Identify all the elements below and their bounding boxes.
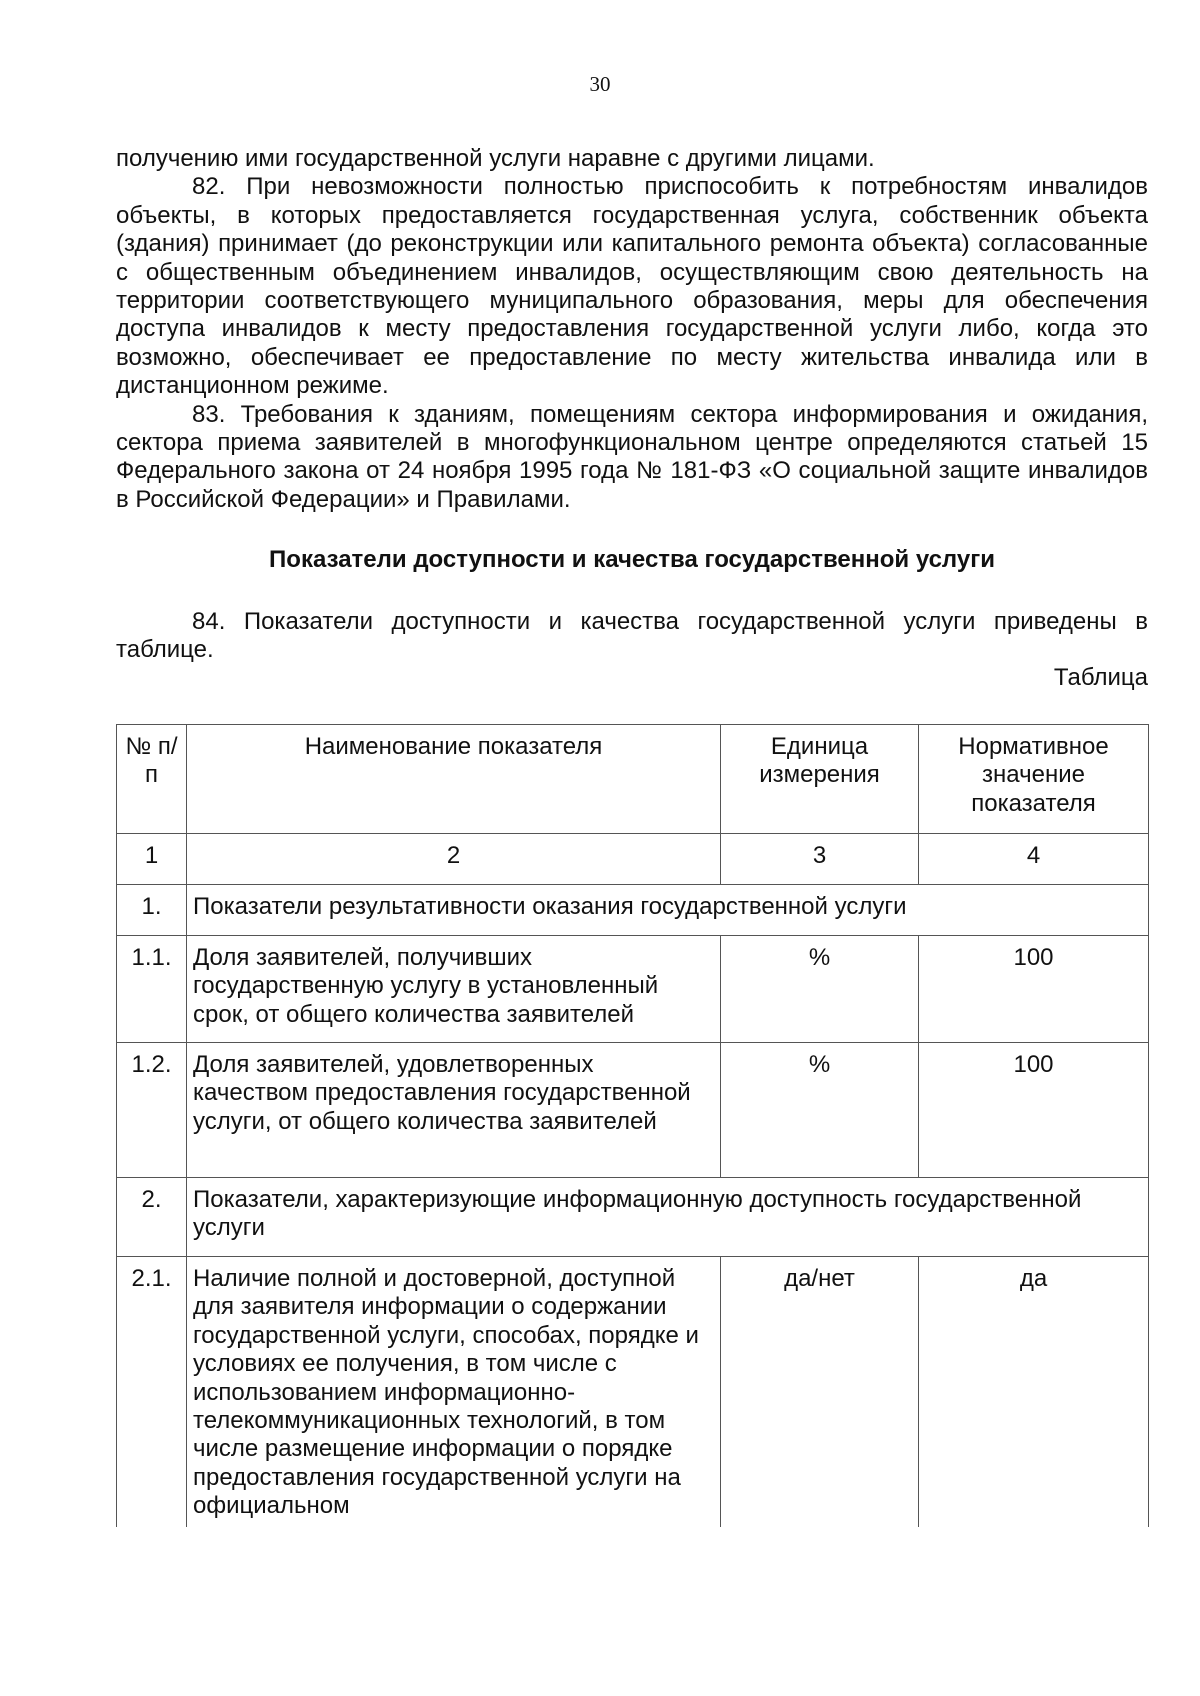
header-unit: Единица измерения xyxy=(721,725,919,834)
paragraph-82: 82. При невозможности полностью приспособить к потребностям инвалидов объекты, в которых предоставляется государственная услуга, собственник объекта (здания) принимает (до реконструкции или капитального ремонта объекта) согласованные с общественным объединением инвалидов, осуществляющим свою деятельность на территории соответствующего муниципального образования, меры для обеспечения доступа инвалидов к месту предоставления государственной услуги либо, когда это возможно, обеспечивает ее предоставление по месту жительства инвалида или в дистанционном режиме. xyxy=(116,173,1148,400)
indicators-table xyxy=(116,724,1149,1527)
table-row xyxy=(117,1178,1149,1257)
table-header-row xyxy=(117,725,1149,834)
column-number-row xyxy=(117,834,1149,885)
row-num: 1.1. xyxy=(117,936,187,1043)
page-number: 30 xyxy=(589,72,611,96)
table-row xyxy=(117,1257,1149,1527)
section-heading: Показатели доступности и качества государственной услуги xyxy=(269,546,995,573)
row-num: 1. xyxy=(117,885,187,936)
row-value: 100 xyxy=(919,936,1149,1043)
paragraph-continuation: получению ими государственной услуги наравне с другими лицами. xyxy=(116,145,875,172)
row-num: 1.2. xyxy=(117,1043,187,1178)
row-value: 100 xyxy=(919,1043,1149,1178)
row-unit: да/нет xyxy=(721,1257,919,1527)
table-row xyxy=(117,1043,1149,1178)
column-number-cell: 4 xyxy=(919,834,1149,885)
row-section-title: Показатели, характеризующие информационную доступность государственной услуги xyxy=(187,1178,1149,1257)
row-name: Доля заявителей, получивших государственную услугу в установленный срок, от общего количества заявителей xyxy=(187,936,721,1043)
row-unit: % xyxy=(721,936,919,1043)
row-name: Наличие полной и достоверной, доступной для заявителя информации о содержании государственной услуги, способах, порядке и условиях ее получения, в том числе с использованием информационно-телекоммуникационных технологий, в том числе размещение информации о порядке предоставления государственной услуги на официальном xyxy=(187,1257,721,1527)
column-number-cell: 3 xyxy=(721,834,919,885)
body-text-top xyxy=(116,145,1148,514)
row-value: да xyxy=(919,1257,1149,1527)
table-label: Таблица xyxy=(1053,664,1148,691)
table-row xyxy=(117,936,1149,1043)
body-text-84 xyxy=(116,608,1148,665)
column-number-cell: 2 xyxy=(187,834,721,885)
paragraph-84: 84. Показатели доступности и качества государственной услуги приведены в таблице. xyxy=(116,608,1148,664)
header-name: Наименование показателя xyxy=(187,725,721,834)
header-num: № п/п xyxy=(117,725,187,834)
column-number-cell: 1 xyxy=(117,834,187,885)
row-unit: % xyxy=(721,1043,919,1178)
row-name: Доля заявителей, удовлетворенных качеством предоставления государственной услуги, от общего количества заявителей xyxy=(187,1043,721,1178)
row-num: 2.1. xyxy=(117,1257,187,1527)
paragraph-83: 83. Требования к зданиям, помещениям сектора информирования и ожидания, сектора приема заявителей в многофункциональном центре определяются статьей 15 Федерального закона от 24 ноября 1995 года № 181-ФЗ «О социальной защите инвалидов в Российской Федерации» и Правилами. xyxy=(116,400,1148,513)
header-value: Нормативное значение показателя xyxy=(919,725,1149,834)
table-row xyxy=(117,885,1149,936)
row-num: 2. xyxy=(117,1178,187,1257)
row-section-title: Показатели результативности оказания государственной услуги xyxy=(187,885,1149,936)
